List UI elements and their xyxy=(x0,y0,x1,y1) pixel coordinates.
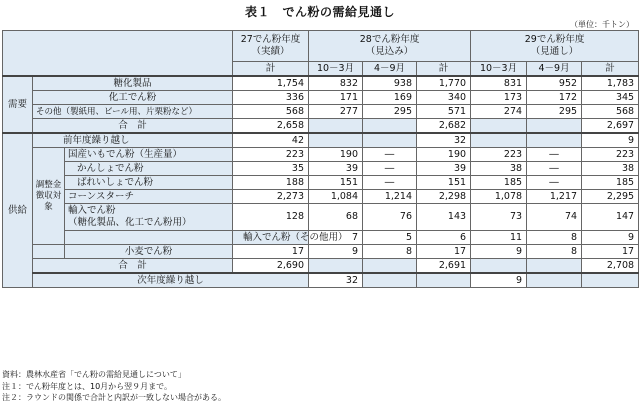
cell: 76 xyxy=(363,204,417,231)
cell-empty xyxy=(309,133,363,148)
cell: 2,708 xyxy=(582,259,639,274)
cell-empty xyxy=(363,259,417,274)
row-label: コーンスターチ xyxy=(65,190,233,204)
cell: 2,295 xyxy=(582,190,639,204)
cell: 39 xyxy=(309,162,363,176)
row-label: 輸入でん粉（その他用） xyxy=(233,231,309,245)
cell: 68 xyxy=(309,204,363,231)
footnote-2: 注２：ラウンドの関係で合計と内訳が一致しない場合がある。 xyxy=(2,393,226,402)
header-y29-sub: （見通し） xyxy=(530,46,579,57)
header-y27-sub: （実績） xyxy=(251,46,290,57)
row-label: 糖化製品 xyxy=(33,76,233,91)
cell-empty xyxy=(33,245,65,259)
cell: 8 xyxy=(363,245,417,259)
row-label: 次年度繰り越し xyxy=(33,273,309,288)
header-y28-sub: （見込み） xyxy=(365,46,414,57)
header-y28 xyxy=(309,31,471,62)
cell: 190 xyxy=(417,148,471,162)
cell: 32 xyxy=(309,273,363,288)
cell: 173 xyxy=(471,91,527,105)
cell: 5 xyxy=(363,231,417,245)
row-label: 小麦でん粉 xyxy=(65,245,233,259)
cell-empty xyxy=(363,273,417,288)
header-y27-label: 27でん粉年度 xyxy=(240,34,301,45)
cell-dash: ― xyxy=(527,162,582,176)
cell: 7 xyxy=(309,231,363,245)
cell: 188 xyxy=(233,176,309,190)
cell: 11 xyxy=(471,231,527,245)
cell-empty xyxy=(527,119,582,134)
header-y27 xyxy=(233,31,309,62)
cell: 9 xyxy=(309,245,363,259)
supply-label: 供給 xyxy=(3,133,33,288)
cell: 2,658 xyxy=(233,119,309,134)
cell: 568 xyxy=(233,105,309,119)
header-y28-p2: 4－9月 xyxy=(363,62,417,77)
cell: 340 xyxy=(417,91,471,105)
cell: 9 xyxy=(582,133,639,148)
header-y29-p1: 10－3月 xyxy=(471,62,527,77)
row-label: 合 計 xyxy=(33,119,233,134)
cell: 1,783 xyxy=(582,76,639,91)
cell: 8 xyxy=(527,245,582,259)
cell: 345 xyxy=(582,91,639,105)
header-y28-total: 計 xyxy=(417,62,471,77)
cell: 39 xyxy=(417,162,471,176)
cell: 223 xyxy=(582,148,639,162)
demand-label: 需要 xyxy=(3,76,33,133)
cell: 938 xyxy=(363,76,417,91)
cell: 952 xyxy=(527,76,582,91)
adjust-label xyxy=(33,148,65,245)
cell: 9 xyxy=(471,245,527,259)
cell-empty xyxy=(471,133,527,148)
cell: 6 xyxy=(417,231,471,245)
cell: 277 xyxy=(309,105,363,119)
cell: 831 xyxy=(471,76,527,91)
cell-empty xyxy=(527,273,582,288)
cell: 38 xyxy=(471,162,527,176)
cell: 42 xyxy=(233,133,309,148)
header-y29-p2: 4－9月 xyxy=(527,62,582,77)
row-label: その他（製紙用、ビール用、片栗粉など） xyxy=(33,105,233,119)
row-label-two-line xyxy=(65,204,233,231)
cell-dash: ― xyxy=(363,176,417,190)
cell-empty xyxy=(363,119,417,134)
cell: 147 xyxy=(582,204,639,231)
row-d3 xyxy=(3,105,639,119)
cell: 35 xyxy=(233,162,309,176)
cell-empty xyxy=(471,119,527,134)
row-supply-total xyxy=(3,259,639,274)
row-demand-total xyxy=(3,119,639,134)
cell: 568 xyxy=(582,105,639,119)
cell: 190 xyxy=(309,148,363,162)
header-y29-total: 計 xyxy=(582,62,639,77)
cell-empty xyxy=(471,259,527,274)
cell: 295 xyxy=(527,105,582,119)
cell: 2,298 xyxy=(417,190,471,204)
row-label: かんしょでん粉 xyxy=(65,162,233,176)
cell: 2,697 xyxy=(582,119,639,134)
header-corner xyxy=(3,31,233,77)
cell: 17 xyxy=(582,245,639,259)
cell-empty xyxy=(527,259,582,274)
cell: 1,214 xyxy=(363,190,417,204)
cell-dash: ― xyxy=(363,148,417,162)
cell-empty xyxy=(309,259,363,274)
cell: 151 xyxy=(309,176,363,190)
footnote-source: 資料：農林水産省「でん粉の需給見通しについて」 xyxy=(2,370,186,379)
row-next-year xyxy=(3,273,639,288)
cell: 185 xyxy=(582,176,639,190)
row-s1 xyxy=(3,133,639,148)
cell: 9 xyxy=(582,231,639,245)
row-label: ばれいしょでん粉 xyxy=(65,176,233,190)
cell-dash: ― xyxy=(527,148,582,162)
cell: 128 xyxy=(233,204,309,231)
cell: 1,217 xyxy=(527,190,582,204)
header-y29-label: 29でん粉年度 xyxy=(524,34,585,45)
footnotes xyxy=(2,369,226,404)
cell: 73 xyxy=(471,204,527,231)
cell: 571 xyxy=(417,105,471,119)
cell: 295 xyxy=(363,105,417,119)
cell-empty xyxy=(363,133,417,148)
footnote-1: 注１：でん粉年度とは、10月から翌９月まで。 xyxy=(2,381,173,391)
cell-dash: ― xyxy=(363,162,417,176)
cell: 1,754 xyxy=(233,76,309,91)
header-y27-total: 計 xyxy=(233,62,309,77)
unit-label: （単位：千トン） xyxy=(570,20,634,29)
cell: 1,078 xyxy=(471,190,527,204)
cell: 185 xyxy=(471,176,527,190)
cell-empty xyxy=(309,119,363,134)
row-label: 国産いもでん粉（生産量） xyxy=(65,148,233,162)
cell: 32 xyxy=(417,133,471,148)
cell: 8 xyxy=(527,231,582,245)
table-title: 表１ でん粉の需給見通し xyxy=(244,5,395,19)
cell: 2,682 xyxy=(417,119,471,134)
cell-empty xyxy=(417,273,471,288)
cell: 223 xyxy=(233,148,309,162)
row-d2 xyxy=(3,91,639,105)
cell: 1,084 xyxy=(309,190,363,204)
cell-empty xyxy=(527,133,582,148)
cell: 2,691 xyxy=(417,259,471,274)
cell-empty xyxy=(65,231,233,245)
cell: 223 xyxy=(471,148,527,162)
cell: 151 xyxy=(417,176,471,190)
row-s2 xyxy=(3,148,639,162)
row-s7 xyxy=(3,231,639,245)
row-label-line1: 輸入でん粉 xyxy=(68,205,116,216)
header-y28-label: 28でん粉年度 xyxy=(359,34,420,45)
cell: 38 xyxy=(582,162,639,176)
cell: 2,273 xyxy=(233,190,309,204)
cell: 274 xyxy=(471,105,527,119)
cell: 143 xyxy=(417,204,471,231)
header-y28-p1: 10－3月 xyxy=(309,62,363,77)
row-d1 xyxy=(3,76,639,91)
row-label: 前年度繰り越し xyxy=(33,133,233,148)
cell: 169 xyxy=(363,91,417,105)
cell: 171 xyxy=(309,91,363,105)
cell: 1,770 xyxy=(417,76,471,91)
cell-dash: ― xyxy=(527,176,582,190)
cell: 336 xyxy=(233,91,309,105)
row-s6 xyxy=(3,204,639,231)
header-y29 xyxy=(471,31,639,62)
row-label-line2: （糖化製品、化工でん粉用） xyxy=(68,217,192,228)
starch-supply-demand-table xyxy=(2,30,639,288)
cell-empty xyxy=(582,273,639,288)
cell: 2,690 xyxy=(233,259,309,274)
cell: 9 xyxy=(471,273,527,288)
row-label: 合 計 xyxy=(33,259,233,274)
row-label: 化工でん粉 xyxy=(33,91,233,105)
cell: 17 xyxy=(233,245,309,259)
cell: 17 xyxy=(417,245,471,259)
row-s5 xyxy=(3,190,639,204)
row-s3 xyxy=(3,162,639,176)
row-s4 xyxy=(3,176,639,190)
adjust-label-text: 調整金徴収対象 xyxy=(35,179,62,212)
cell: 832 xyxy=(309,76,363,91)
cell: 74 xyxy=(527,204,582,231)
cell: 172 xyxy=(527,91,582,105)
row-s8 xyxy=(3,245,639,259)
